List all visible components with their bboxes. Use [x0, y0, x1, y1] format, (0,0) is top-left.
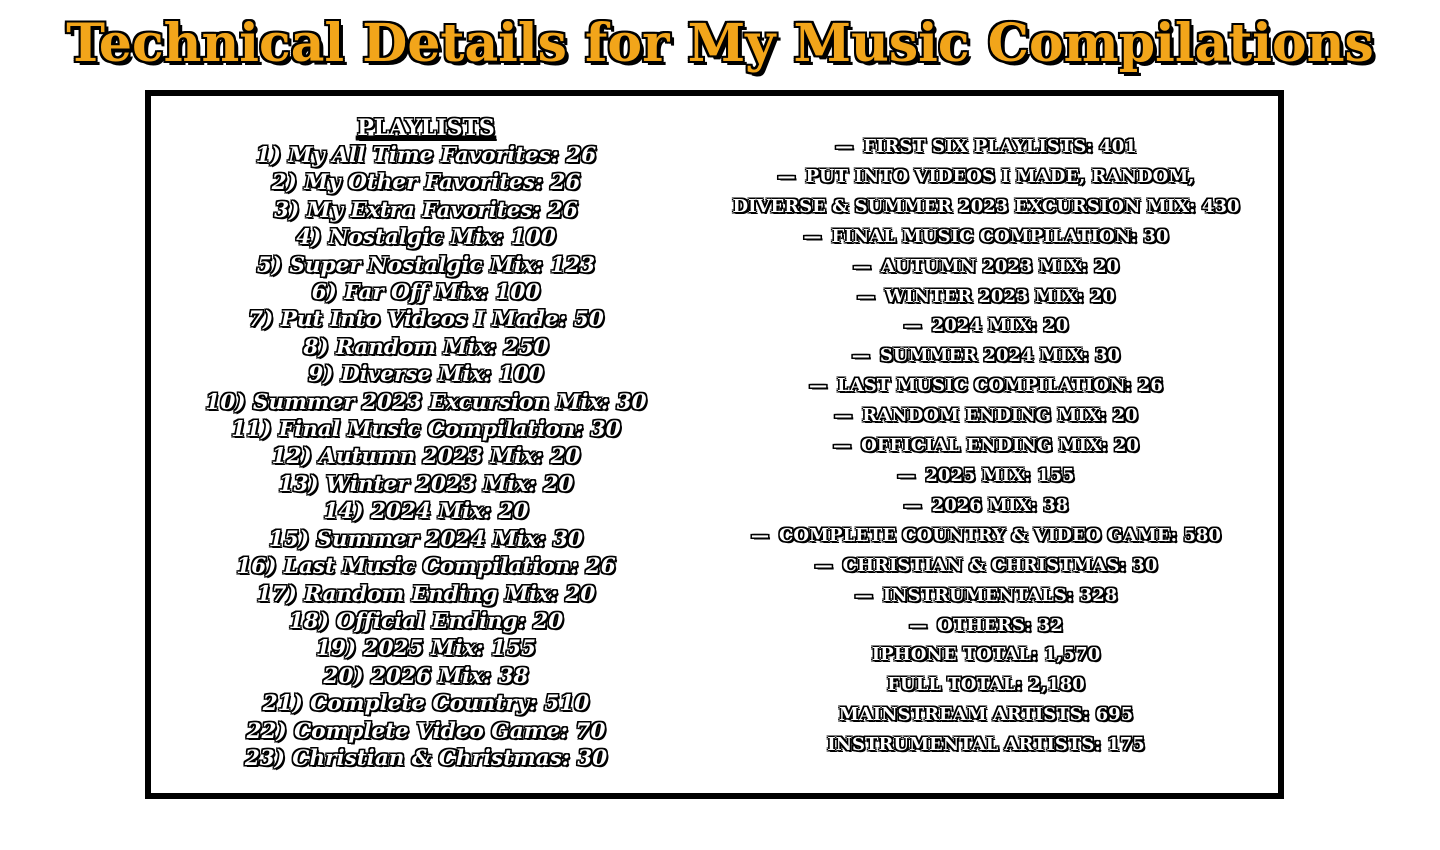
- playlist-item: 18) Official Ending: 20: [288, 608, 564, 634]
- dash-marker: —: [854, 584, 873, 606]
- summary-item-text: COMPLETE COUNTRY & VIDEO GAME: 580: [779, 524, 1221, 546]
- summary-item: [691, 581, 1281, 611]
- summary-item-text: 2026 MIX: 38: [931, 494, 1069, 516]
- dash-marker: —: [856, 285, 875, 307]
- summary-item-text: FIRST SIX PLAYLISTS: 401: [863, 136, 1137, 157]
- summary-item: [691, 461, 1281, 491]
- playlist-item: 15) Summer 2024 Mix: 30: [268, 526, 584, 552]
- playlist-item: 19) 2025 Mix: 155: [316, 636, 536, 662]
- summary-item: [691, 371, 1281, 401]
- playlist-item: 11) Final Music Compilation: 30: [231, 417, 621, 443]
- dash-marker: —: [834, 405, 853, 427]
- summary-item-text: SUMMER 2024 MIX: 30: [879, 345, 1121, 367]
- dash-marker: —: [751, 524, 770, 546]
- playlist-item: 17) Random Ending Mix: 20: [256, 581, 596, 607]
- playlists-column: [181, 114, 671, 772]
- summary-item: [691, 311, 1281, 341]
- playlist-item: 9) Diverse Mix: 100: [308, 362, 544, 388]
- playlist-item: 21) Complete Country: 510: [262, 691, 590, 717]
- summary-item: [691, 132, 1281, 162]
- playlist-item: 2) My Other Favorites: 26: [271, 170, 581, 196]
- total-item: FULL TOTAL: 2,180: [887, 674, 1085, 696]
- dash-marker: —: [903, 315, 922, 337]
- summary-item-text: DIVERSE & SUMMER 2023 EXCURSION MIX: 430: [732, 195, 1240, 217]
- summary-item: [691, 551, 1281, 581]
- dash-marker: —: [852, 255, 871, 277]
- dash-marker: —: [903, 494, 922, 516]
- summary-item-text: FINAL MUSIC COMPILATION: 30: [831, 225, 1169, 247]
- page-title: Technical Details for My Music Compilations: [66, 13, 1374, 74]
- summary-item-text: PUT INTO VIDEOS I MADE, RANDOM,: [805, 165, 1195, 187]
- playlist-item: 1) My All Time Favorites: 26: [255, 143, 597, 168]
- summary-list: [691, 132, 1281, 640]
- summary-item-text: OTHERS: 32: [937, 614, 1063, 636]
- dash-marker: —: [803, 225, 822, 247]
- total-item: IPHONE TOTAL: 1,570: [871, 644, 1101, 666]
- playlist-item: 23) Christian & Christmas: 30: [244, 745, 608, 771]
- playlist-item: 5) Super Nostalgic Mix: 123: [256, 252, 596, 278]
- dash-marker: —: [777, 165, 796, 187]
- playlists-heading: PLAYLISTS: [357, 115, 495, 141]
- dash-marker: —: [809, 375, 828, 397]
- summary-item-text: 2024 MIX: 20: [931, 315, 1069, 337]
- dash-marker: —: [833, 435, 852, 457]
- playlist-item: 12) Autumn 2023 Mix: 20: [271, 444, 581, 470]
- playlist-item: 8) Random Mix: 250: [303, 334, 549, 360]
- summary-item: [691, 222, 1281, 252]
- summary-item-text: LAST MUSIC COMPILATION: 26: [837, 375, 1163, 397]
- summary-item-text: 2025 MIX: 155: [925, 464, 1075, 486]
- details-panel: [145, 90, 1284, 799]
- playlist-item: 13) Winter 2023 Mix: 20: [278, 471, 574, 497]
- totals-list: [691, 640, 1281, 760]
- total-item: INSTRUMENTAL ARTISTS: 175: [827, 734, 1145, 756]
- summary-item: [691, 491, 1281, 521]
- playlist-item: 3) My Extra Favorites: 26: [274, 197, 578, 223]
- playlist-item: 4) Nostalgic Mix: 100: [296, 225, 556, 251]
- summary-item-text: CHRISTIAN & CHRISTMAS: 30: [842, 554, 1158, 576]
- total-item: MAINSTREAM ARTISTS: 695: [838, 704, 1134, 726]
- playlist-list: [181, 142, 671, 772]
- summary-item: [691, 401, 1281, 431]
- summary-item: [691, 252, 1281, 282]
- summary-item: [691, 192, 1281, 222]
- playlist-item: 6) Far Off Mix: 100: [311, 280, 541, 306]
- summary-item: [691, 282, 1281, 312]
- summary-item-text: RANDOM ENDING MIX: 20: [862, 405, 1138, 427]
- summary-item-text: OFFICIAL ENDING MIX: 20: [861, 435, 1139, 457]
- dash-marker: —: [897, 464, 916, 486]
- playlist-item: 22) Complete Video Game: 70: [246, 718, 606, 744]
- playlist-item: 20) 2026 Mix: 38: [323, 663, 529, 689]
- summary-item-text: INSTRUMENTALS: 328: [882, 584, 1118, 606]
- dash-marker: —: [835, 136, 854, 157]
- summary-item: [691, 521, 1281, 551]
- dash-marker: —: [814, 554, 833, 576]
- summary-column: [691, 132, 1281, 760]
- dash-marker: —: [851, 345, 870, 367]
- summary-item: [691, 162, 1281, 192]
- summary-item: [691, 611, 1281, 641]
- summary-item-text: AUTUMN 2023 MIX: 20: [880, 255, 1120, 277]
- summary-item-text: WINTER 2023 MIX: 20: [884, 285, 1116, 307]
- summary-item: [691, 431, 1281, 461]
- playlist-item: 10) Summer 2023 Excursion Mix: 30: [205, 389, 647, 415]
- dash-marker: —: [909, 614, 928, 636]
- playlist-item: 14) 2024 Mix: 20: [323, 499, 529, 525]
- playlist-item: 7) Put Into Videos I Made: 50: [248, 307, 604, 333]
- playlist-item: 16) Last Music Compilation: 26: [236, 554, 616, 580]
- summary-item: [691, 341, 1281, 371]
